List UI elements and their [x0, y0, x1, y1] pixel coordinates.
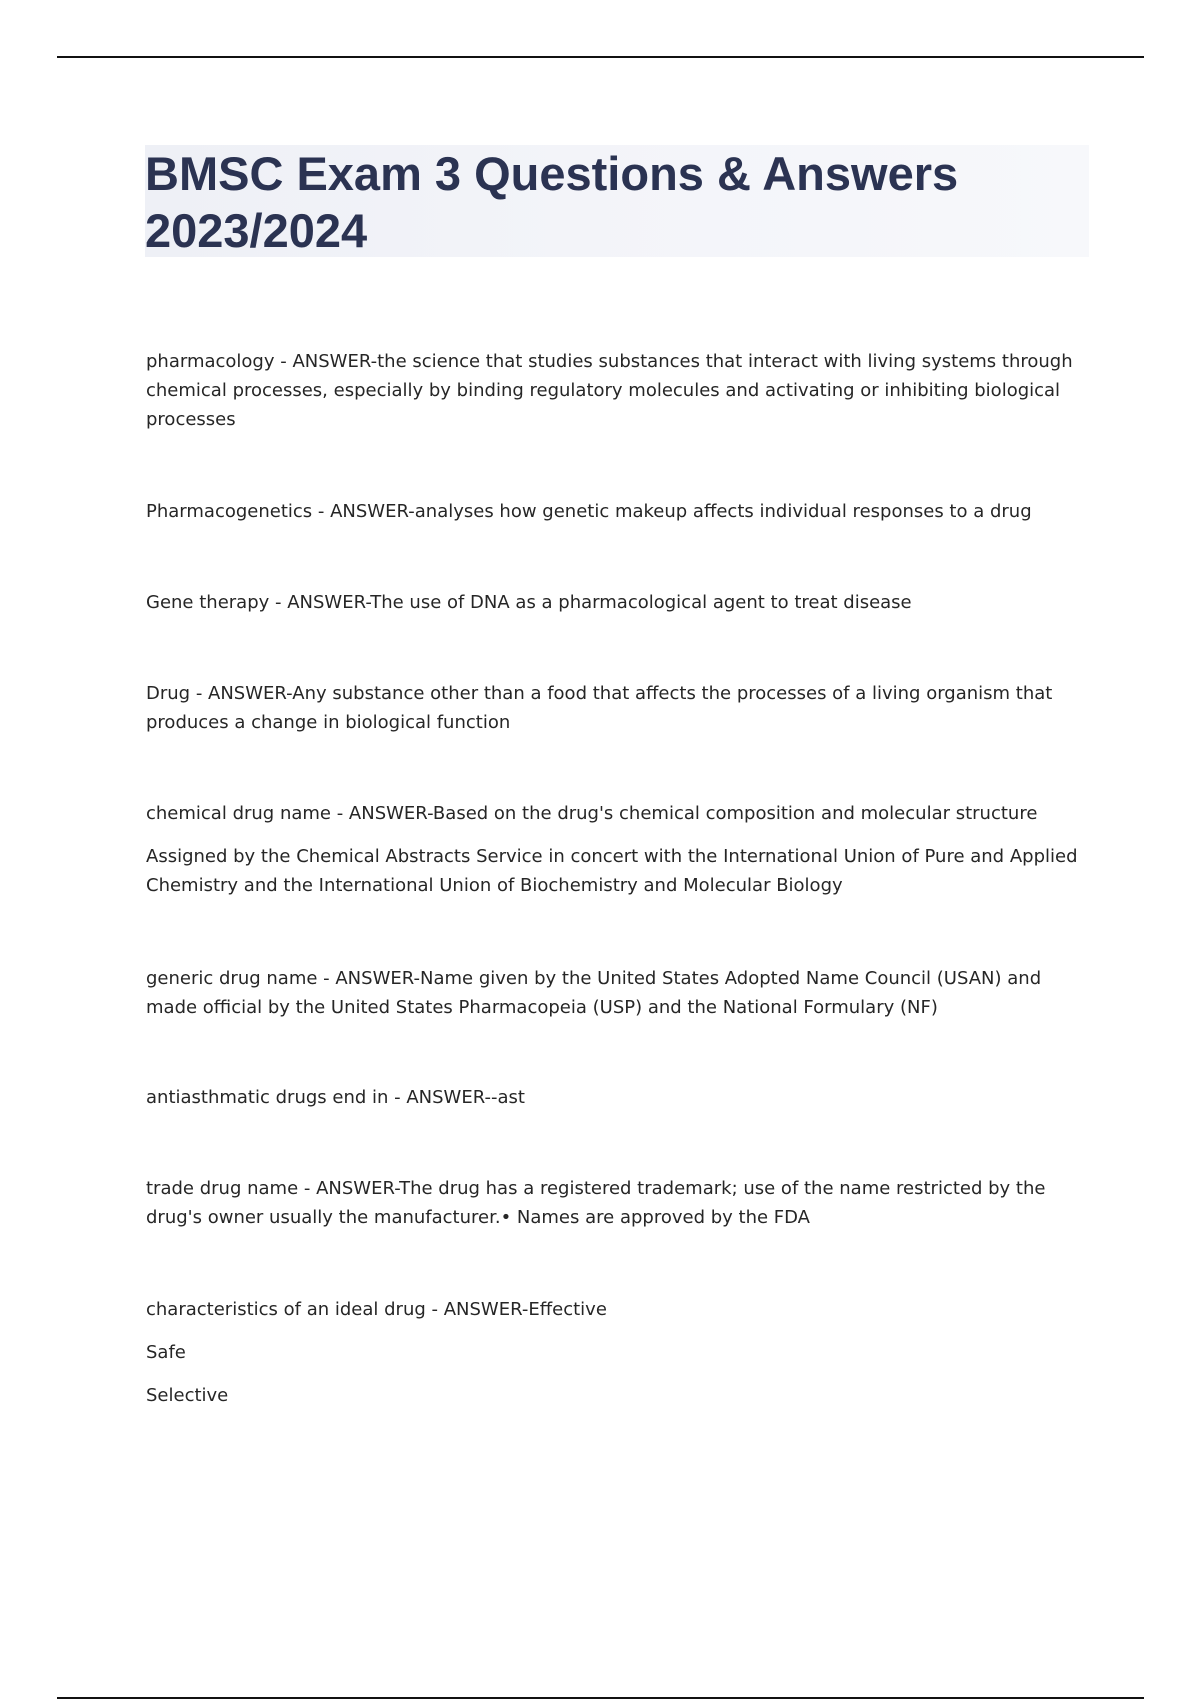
qa-extra-line: Selective — [146, 1385, 229, 1406]
qa-entry-drug — [146, 679, 1086, 737]
qa-entry-chemical-drug-name — [146, 799, 1086, 900]
qa-text: trade drug name - ANSWER-The drug has a registered trademark; use of the name restricted by the drug's owner usually the manufacturer.• Names are approved by the FDA — [146, 1178, 1046, 1228]
title-banner — [145, 145, 1089, 257]
qa-entry-ideal-drug — [146, 1295, 1086, 1410]
qa-extra-line: Assigned by the Chemical Abstracts Service in concert with the International Union of Pure and Applied Chemistry and the International Union of Biochemistry and Molecular Biology — [146, 846, 1078, 896]
qa-entry-generic-drug-name — [146, 964, 1086, 1022]
qa-entry-antiasthmatic — [146, 1083, 1086, 1112]
qa-entry-trade-drug-name — [146, 1174, 1086, 1232]
qa-entry-pharmacology — [146, 347, 1086, 434]
qa-text: generic drug name - ANSWER-Name given by the United States Adopted Name Council (USAN) and made official by the United States Pharmacopeia (USP) and the National Formulary (NF) — [146, 968, 1042, 1018]
qa-text: Drug - ANSWER-Any substance other than a food that affects the processes of a living organism that produces a change in biological function — [146, 683, 1053, 733]
qa-text: characteristics of an ideal drug - ANSWER-Effective — [146, 1299, 607, 1320]
qa-text: Pharmacogenetics - ANSWER-analyses how genetic makeup affects individual responses to a drug — [146, 501, 1032, 522]
bottom-rule — [57, 1697, 1144, 1699]
qa-text: chemical drug name - ANSWER-Based on the drug's chemical composition and molecular structure — [146, 803, 1038, 824]
document-title: BMSC Exam 3 Questions & Answers 2023/2024 — [145, 147, 959, 257]
qa-entry-gene-therapy — [146, 588, 1086, 617]
top-rule — [57, 56, 1144, 58]
qa-text: Gene therapy - ANSWER-The use of DNA as a pharmacological agent to treat disease — [146, 592, 912, 613]
qa-text: pharmacology - ANSWER-the science that studies substances that interact with living systems through chemical processes, especially by binding regulatory molecules and activating or inhibiting biological processes — [146, 351, 1073, 430]
qa-extra-line: Safe — [146, 1342, 186, 1363]
qa-text: antiasthmatic drugs end in - ANSWER--ast — [146, 1087, 525, 1108]
qa-entry-pharmacogenetics — [146, 497, 1086, 526]
